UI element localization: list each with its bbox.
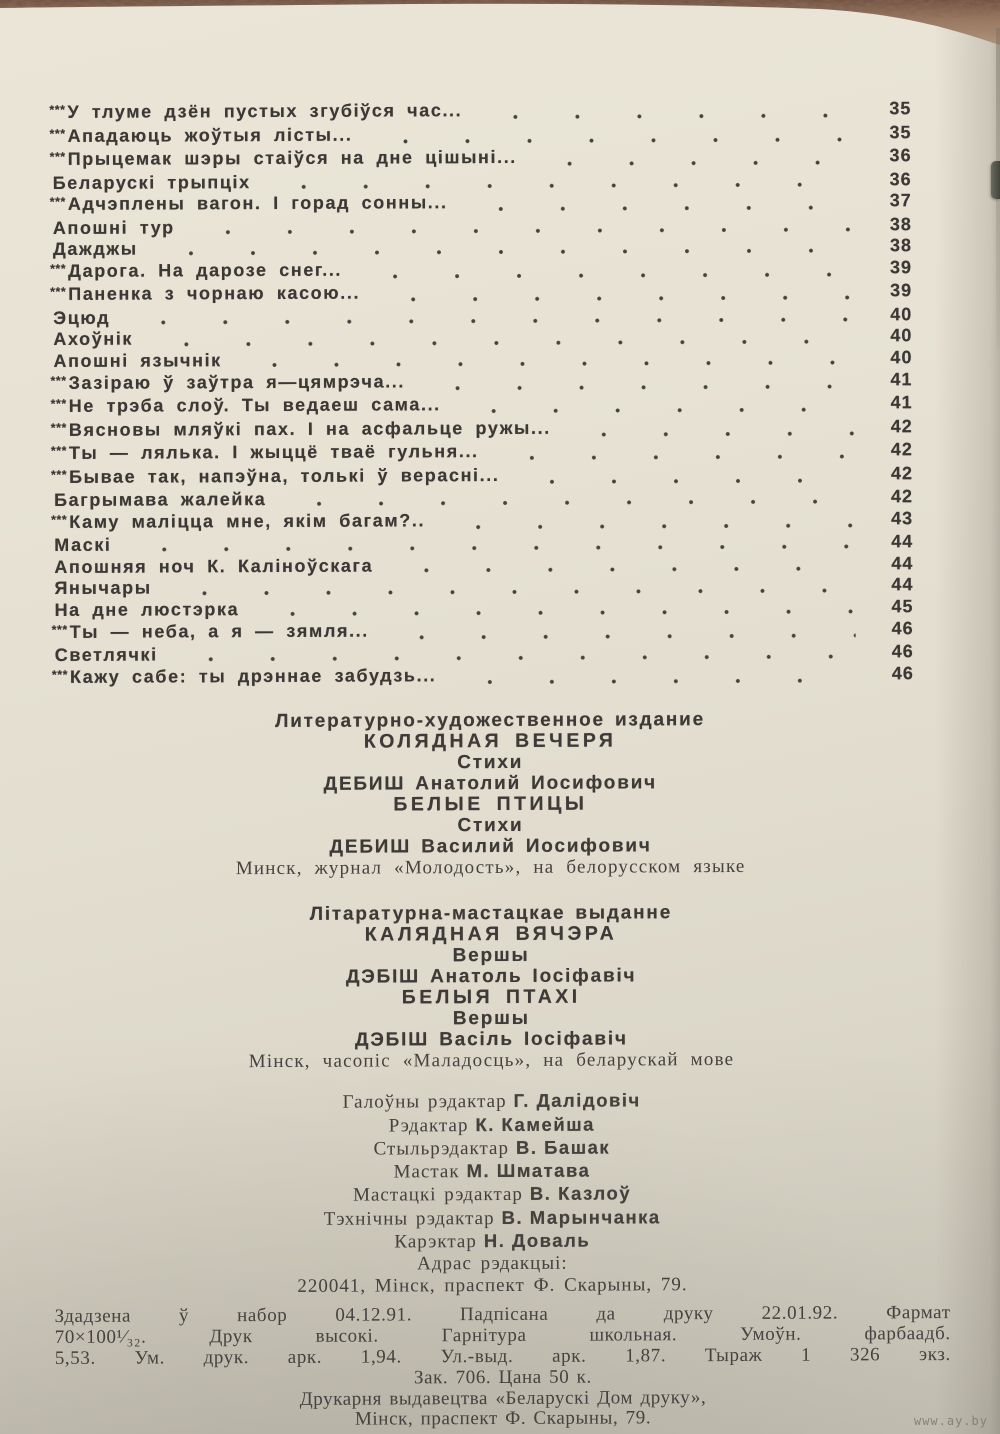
- colophon-line: Стихи: [457, 815, 524, 837]
- toc-entry-title: Дажджы: [52, 238, 138, 260]
- colophon-line: Стихи: [457, 752, 524, 774]
- dot-leader: [255, 609, 855, 618]
- dot-leader: [567, 430, 855, 437]
- asterisks-prefix: ***: [50, 373, 67, 388]
- colophon-line: ДЭБІШ Васіль Іосіфавіч: [354, 1028, 628, 1051]
- toc-entry-page-number: 42: [890, 439, 913, 460]
- toc-entry-page-number: 44: [891, 553, 914, 574]
- toc-entry-page-number: 46: [891, 641, 914, 662]
- dot-leader: [282, 499, 855, 507]
- dot-leader: [385, 632, 856, 640]
- colophon-line: ДЕБИШ Василий Иосифович: [329, 835, 652, 858]
- colophon-line: ДЭБІШ Анатоль Іосіфавіч: [345, 965, 637, 988]
- asterisks-prefix: ***: [50, 444, 67, 459]
- toc-entry-title: Зазіраю ў заўтра я—цямрэча...: [68, 370, 406, 393]
- toc-entry-page-number: 37: [889, 190, 912, 211]
- asterisks-prefix: ***: [49, 149, 66, 165]
- dot-leader: [154, 248, 854, 257]
- staff-name: В. Марынчанка: [501, 1206, 661, 1228]
- colophon-line: ДЕБИШ Анатолий Иосифович: [323, 772, 658, 795]
- toc-entry-page-number: 38: [889, 235, 912, 256]
- toc-entry-title: Кажу сабе: ты дрэннае забудзь...: [69, 664, 437, 687]
- colophon-line: Вершы: [452, 945, 530, 967]
- asterisks-prefix: ***: [50, 420, 67, 435]
- staff-role: Мастак: [393, 1161, 460, 1183]
- toc-entry-page-number: 43: [891, 508, 914, 529]
- toc-entry-title: У тлуме дзён пустых згубіўся час...: [67, 100, 463, 122]
- dot-leader: [174, 654, 856, 663]
- dot-leader: [478, 112, 853, 120]
- toc-entry-page-number: 41: [890, 368, 913, 389]
- staff-role: Тэхнічны рэдактар: [323, 1207, 495, 1230]
- table-of-contents: [49, 98, 914, 690]
- dot-leader: [128, 544, 856, 553]
- toc-entry-page-number: 46: [891, 617, 914, 638]
- toc-entry-page-number: 38: [889, 213, 912, 235]
- dot-leader: [368, 136, 853, 144]
- toc-entry-title: Ты — лялька. І жыццё тваё гульня...: [68, 441, 479, 464]
- colophon-line: Літаратурна-мастацкае выданне: [309, 902, 673, 926]
- asterisks-prefix: ***: [49, 102, 66, 117]
- toc-entry-title: Ападаюць жоўтыя лісты...: [67, 124, 353, 146]
- toc-entry-page-number: 44: [891, 574, 914, 595]
- toc-entry-title: Апошні язычнік: [53, 350, 222, 371]
- dot-leader: [238, 360, 855, 369]
- asterisks-prefix: ***: [51, 667, 68, 682]
- dot-leader: [533, 160, 854, 167]
- toc-entry-page-number: 42: [890, 486, 914, 507]
- toc-entry-page-number: 42: [890, 462, 913, 484]
- toc-entry: [51, 662, 914, 690]
- dot-leader: [515, 477, 855, 484]
- asterisks-prefix: ***: [51, 622, 68, 637]
- toc-entry-page-number: 40: [890, 347, 913, 368]
- toc-entry-title: Маскі: [54, 535, 112, 556]
- toc-entry-page-number: 35: [889, 121, 912, 142]
- colophon-line: Минск, журнал «Молодость», на белорусском языке: [235, 856, 746, 880]
- staff-name: В. Башак: [515, 1136, 611, 1158]
- dot-leader: [421, 383, 855, 391]
- staff-role: Галоўны рэдактар: [342, 1091, 507, 1113]
- dot-leader: [149, 338, 854, 347]
- toc-entry-page-number: 36: [889, 168, 912, 189]
- imprint-line: Друкарня выдавецтва «Беларускі Дом друку»,: [299, 1386, 707, 1410]
- asterisks-prefix: ***: [50, 396, 67, 412]
- dot-leader: [376, 295, 854, 303]
- staff-role: Рэдактар: [388, 1114, 469, 1137]
- dot-leader: [168, 587, 856, 596]
- toc-entry-title: Вясновы мляўкі пах. І на асфальце ружы...: [68, 417, 551, 440]
- colophon-belarusian: [56, 901, 927, 1073]
- toc-entry-title: Ахоўнік: [53, 329, 134, 350]
- imprint: [55, 1303, 952, 1432]
- toc-entry-title: Эцюд: [53, 307, 111, 328]
- colophon-line: Литературно-художественное издание: [274, 709, 706, 733]
- staff-role: Стыльрэдактар: [373, 1137, 509, 1160]
- asterisks-prefix: ***: [51, 512, 68, 527]
- toc-entry-title: На дне люстэрка: [54, 599, 240, 620]
- toc-entry-page-number: 36: [889, 145, 912, 166]
- toc-entry-title: Ты — неба, а я — зямля...: [69, 620, 369, 642]
- dot-leader: [191, 226, 854, 235]
- dot-leader: [441, 522, 855, 530]
- dot-leader: [452, 677, 855, 685]
- staff-role: Карэктар: [394, 1231, 477, 1253]
- toc-entry-title: Апошняя ноч К. Каліноўскага: [54, 555, 374, 577]
- asterisks-prefix: ***: [50, 261, 67, 276]
- colophon-line: Вершы: [452, 1008, 530, 1030]
- toc-entry-page-number: 40: [890, 304, 913, 325]
- colophon-line: БЕЛЫЯ ПТАХІ: [401, 985, 581, 1009]
- imprint-line: 5,53. Ум. друк. арк. 1,94. Ул.-выд. арк. 1,87. Тыраж 1 326 экз.: [54, 1343, 951, 1369]
- watermark: www.ay.by: [913, 1414, 988, 1428]
- editorial-address: 220041, Мінск, праспект Ф. Скарыны, 79.: [297, 1273, 688, 1297]
- toc-entry-title: Не трэба слоў. Ты ведаеш сама...: [68, 394, 441, 416]
- toc-entry-page-number: 41: [890, 392, 913, 413]
- imprint-line: Мінск, праспект Ф. Скарыны, 79.: [354, 1407, 652, 1431]
- asterisks-prefix: ***: [50, 467, 68, 482]
- imprint-line: Зак. 706. Цана 50 к.: [413, 1366, 592, 1388]
- toc-entry-title: Беларускі трыпціх: [52, 171, 251, 193]
- dot-leader: [457, 407, 855, 415]
- staff-name: В. Казлоў: [529, 1182, 632, 1205]
- toc-entry-page-number: 42: [890, 415, 913, 436]
- toc-entry-title: Апошні тур: [52, 217, 175, 238]
- colophon-line: БЕЛЫЕ ПТИЦЫ: [393, 792, 588, 816]
- toc-entry-title: Прыцемак шэры стаіўся на дне цішыні...: [67, 147, 517, 169]
- colophon-russian: [55, 708, 926, 880]
- staff-role: Мастацкі рэдактар: [353, 1184, 523, 1207]
- toc-entry-page-number: 44: [891, 531, 914, 552]
- toc-entry-page-number: 39: [889, 257, 913, 278]
- toc-entry-page-number: 39: [890, 280, 913, 301]
- colophon-line: Мінск, часопіс «Маладосць», на беларускай мове: [248, 1049, 735, 1073]
- editorial-staff: [57, 1088, 928, 1297]
- asterisks-prefix: ***: [49, 195, 66, 210]
- colophon-line: КОЛЯДНАЯ ВЕЧЕРЯ: [363, 729, 617, 753]
- asterisks-prefix: ***: [50, 285, 67, 300]
- imprint-line: 70×100¹⁄₃₂. Друк высокі. Гарнітура школьная. Умоўн. фарбаадб.: [54, 1322, 951, 1348]
- asterisks-prefix: ***: [49, 126, 66, 141]
- toc-entry-page-number: 40: [890, 325, 913, 346]
- toc-entry-title: Каму маліцца мне, якім багам?..: [69, 510, 426, 532]
- toc-entry-title: Бывае так, напэўна, толькі ў верасні...: [69, 464, 500, 487]
- dot-leader: [464, 205, 854, 213]
- dot-leader: [126, 316, 854, 325]
- staff-name: М. Шматава: [466, 1159, 591, 1182]
- toc-entry-title: Дарога. На дарозе снег...: [68, 259, 343, 281]
- editorial-address-label: Адрас рэдакцыі:: [417, 1253, 568, 1275]
- colophon-line: КАЛЯДНАЯ ВЯЧЭРА: [364, 922, 618, 946]
- dot-leader: [358, 271, 854, 279]
- toc-entry-title: Янычары: [54, 578, 152, 599]
- toc-entry-page-number: 46: [891, 662, 914, 683]
- toc-entry-title: Адчэплены вагон. І горад сонны...: [67, 192, 448, 215]
- staff-name: Н. Доваль: [483, 1229, 591, 1252]
- dot-leader: [495, 454, 855, 462]
- staff-name: Г. Далідовіч: [513, 1089, 641, 1112]
- dot-leader: [267, 181, 854, 190]
- staff-name: К. Камейша: [475, 1113, 595, 1135]
- toc-entry-page-number: 35: [889, 98, 912, 119]
- imprint-line: Здадзена ў набор 04.12.91. Падпісана да друку 22.01.92. Фармат: [54, 1301, 951, 1327]
- toc-entry-title: Багрымава жалейка: [54, 489, 267, 511]
- toc-entry-title: Паненка з чорнаю касою...: [68, 282, 361, 305]
- dot-leader: [389, 565, 855, 573]
- toc-entry-title: Светлячкі: [54, 644, 158, 666]
- toc-entry-page-number: 45: [891, 596, 914, 617]
